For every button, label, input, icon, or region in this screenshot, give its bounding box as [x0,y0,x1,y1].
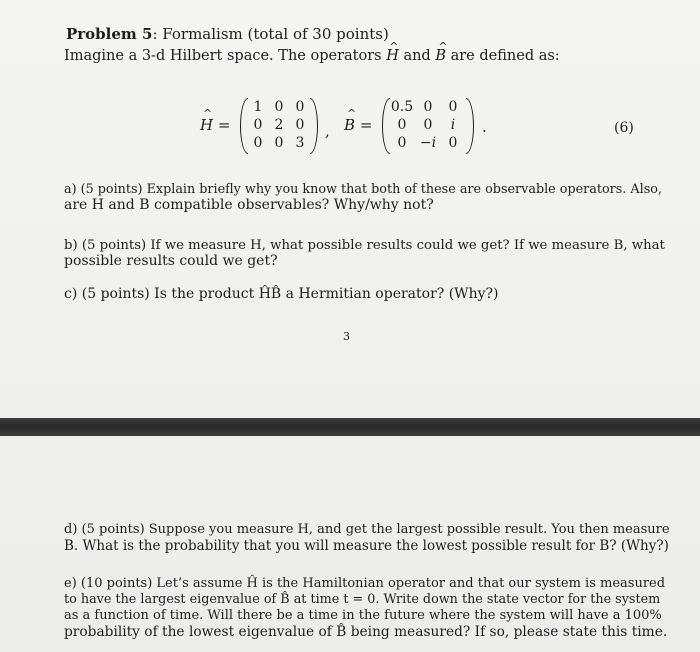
intro-text-end: are defined as: [445,48,560,64]
question-b-line1: b) (5 points) If we measure H, what possible results could we get? If we measure B, what [64,238,665,253]
b-matrix-cell: 0 [423,99,433,115]
equation-period: . [482,118,487,136]
question-e-line1: e) (10 points) Let’s assume Ĥ is the Hamiltonian operator and that our system is measured [64,576,666,591]
question-d-line2: B. What is the probability that you will measure the lowest possible result for B? (Why?) [64,538,669,554]
question-c-line1: c) (5 points) Is the product ĤB̂ a Hermitian operator? (Why?) [64,286,499,302]
b-matrix-cell: 0 [397,117,407,133]
problem-title-bold: Problem 5 [66,25,153,43]
b-matrix-cell: −i [419,135,437,151]
equation-number: (6) [614,120,634,136]
page-number: 3 [343,330,350,343]
h-operator-label: ^ H = [200,116,230,134]
problem-title-rest: : Formalism (total of 30 points) [152,25,389,43]
question-e-line2: to have the largest eigenvalue of B̂ at time t = 0. Write down the state vector for the system [64,592,661,607]
page-divider-bar [0,418,700,436]
h-matrix-cell: 0 [274,135,284,151]
h-matrix-cell: 0 [274,99,284,115]
question-a-line1: a) (5 points) Explain briefly why you know that both of these are observable operators. Also, [64,182,662,197]
h-matrix-cell: 0 [253,117,263,133]
problem-intro [64,48,560,64]
b-matrix-cell: 0.5 [390,99,414,115]
h-matrix-cell: 1 [253,99,263,115]
question-d-line1: d) (5 points) Suppose you measure H, and get the largest possible result. You then measure [64,522,670,537]
intro-b-symbol: ^ B [435,48,446,64]
intro-text-a: Imagine a 3-d Hilbert space. The operators [64,48,387,64]
h-matrix-cell: 0 [295,117,305,133]
b-operator-label: ^ B = [344,116,372,134]
h-matrix-cell: 3 [295,135,305,151]
problem-title [66,26,389,42]
equation-comma: , [325,122,330,140]
b-matrix-cell: i [450,117,456,133]
b-matrix-cell: 0 [448,135,458,151]
b-matrix-cell: 0 [397,135,407,151]
h-matrix [240,98,318,154]
intro-text-mid: and [398,48,436,64]
question-e-line3: as a function of time. Will there be a time in the future where the system will have a 100% [64,608,662,623]
question-e-line4: probability of the lowest eigenvalue of B̂ being measured? If so, please state this time. [64,624,668,640]
b-matrix-cell: 0 [423,117,433,133]
h-matrix-cell: 0 [295,99,305,115]
b-matrix [382,98,474,154]
h-matrix-cell: 0 [253,135,263,151]
b-matrix-cell: 0 [448,99,458,115]
question-b-line2: possible results could we get? [64,253,278,269]
operator-equation [200,98,560,154]
question-a-line2: are H and B compatible observables? Why/why not? [64,197,434,213]
h-matrix-cell: 2 [274,117,284,133]
intro-h-symbol: ^ H [386,48,399,64]
